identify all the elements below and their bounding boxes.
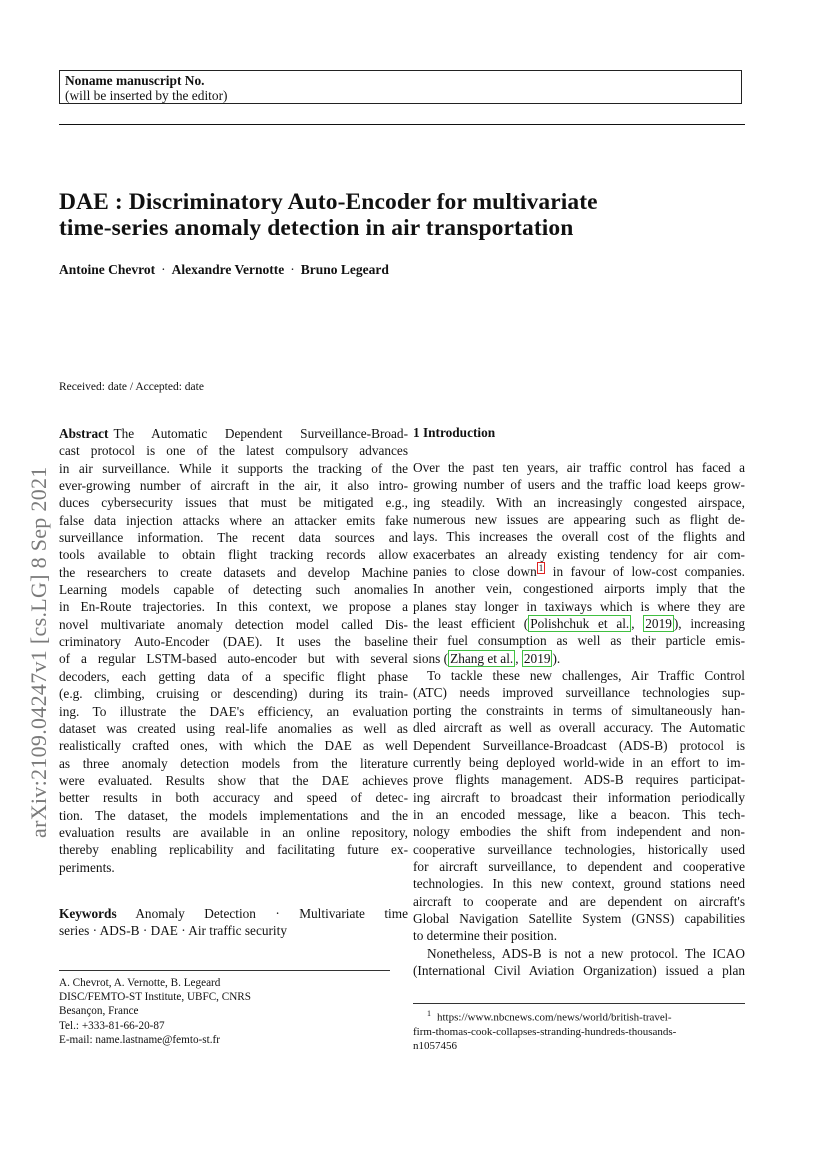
abstract-line: of a regular LSTM-based auto-encoder but with several — [59, 651, 408, 667]
intro-line — [413, 650, 745, 667]
intro-line: aircraft to cooperate and are dependent on aircraft's — [413, 893, 745, 909]
editor-note: (will be inserted by the editor) — [65, 88, 228, 103]
footnote-url-line-2[interactable]: firm-thomas-cook-collapses-stranding-hundreds-thousands- — [413, 1026, 677, 1039]
abstract-line: ing. To illustrate the DAE's efficiency, an evaluation — [59, 703, 408, 719]
received-date: Received: date / Accepted: date — [59, 381, 204, 393]
intro-line: In another vein, congestioned airports imply that the — [413, 581, 745, 597]
abstract-line: ever-growing number of aircraft in the air, it also intro- — [59, 478, 408, 494]
keywords-line-2: series · ADS-B · DAE · Air traffic security — [59, 923, 287, 939]
intro-line: dled aircraft as well as overall accuracy. The Automatic — [413, 720, 745, 736]
abstract-label: Abstract — [59, 426, 109, 441]
abstract-line: duces cybersecurity issues that must be mitigated e.g., — [59, 495, 408, 511]
arxiv-identifier: arXiv:2109.04247v1 [cs.LG] 8 Sep 2021 — [26, 466, 51, 838]
intro-line: currently being deployed world-wide in an effort to im- — [413, 754, 745, 770]
abstract-line: false data injection attacks where an attacker emits fake — [59, 512, 408, 528]
intro-text: the least efficient ( — [413, 616, 529, 632]
title-line-2: time-series anomaly detection in air transportation — [59, 215, 574, 241]
header-rule — [59, 124, 745, 125]
citation-year-link[interactable]: 2019 — [523, 650, 551, 666]
abstract-line: cast protocol is one of the latest compulsory advances — [59, 443, 408, 459]
intro-text: , — [631, 616, 644, 632]
citation-link-polishchuk[interactable]: Polishchuk et al. — [530, 616, 630, 632]
abstract — [59, 425, 408, 876]
intro-line: porting the constraints in terms of simultaneously han- — [413, 702, 745, 718]
abstract-line: evaluation results are available in an online repository, — [59, 824, 408, 840]
intro-line — [413, 615, 745, 632]
affiliation-phone: Tel.: +333-81-66-20-87 — [59, 1019, 165, 1032]
footnote-url-line-1[interactable]: https://www.nbcnews.com/news/world/british-travel- — [437, 1011, 672, 1024]
footnote-url-line-3[interactable]: n1057456 — [413, 1040, 457, 1053]
affiliation-names: A. Chevrot, A. Vernotte, B. Legeard — [59, 977, 221, 989]
title-line-1: DAE : Discriminatory Auto-Encoder for multivariate — [59, 189, 598, 215]
author-1: Antoine Chevrot — [59, 262, 156, 277]
intro-line: (ATC) needs improved surveillance technologies sup- — [413, 685, 745, 701]
intro-line: in an encoded message, like a beacon. This tech- — [413, 806, 745, 822]
author-separator: · — [161, 262, 166, 277]
author-separator: · — [290, 262, 295, 277]
intro-text: sions ( — [413, 650, 449, 666]
abstract-line: tools available to obtain flight tracking records allow — [59, 547, 408, 563]
abstract-line: in air surveillance. While it supports the tracking of the — [59, 460, 408, 476]
intro-text: , — [515, 650, 522, 666]
abstract-line: thereby enabling replicability and facilitating future ex- — [59, 842, 408, 858]
author-list — [59, 262, 389, 278]
abstract-line: were evaluated. Results show that the DAE achieves — [59, 772, 408, 788]
keywords — [59, 905, 408, 940]
intro-line: their fuel consumption as well as their particle emis- — [413, 633, 745, 649]
intro-line: Over the past ten years, air traffic control has faced a — [413, 460, 745, 475]
introduction-body — [413, 459, 745, 979]
intro-line: technologies. In this new context, ground stations need — [413, 876, 745, 892]
keywords-label: Keywords — [59, 906, 117, 921]
intro-text: panies to close down — [413, 564, 537, 580]
footnote — [413, 1007, 745, 1054]
intro-line: ing steadily. With an increasingly congested airspace, — [413, 494, 745, 510]
intro-line: nology embodies the shift from independent and non- — [413, 824, 745, 840]
intro-line: Dependent Surveillance-Broadcast (ADS-B) protocol is — [413, 737, 745, 753]
intro-line: growing number of users and the traffic load keeps grow- — [413, 477, 745, 493]
keywords-line-1: Anomaly Detection · Multivariate time — [135, 906, 408, 921]
intro-line: Nonetheless, ADS-B is not a new protocol. The ICAO — [427, 945, 745, 961]
abstract-line: periments. — [59, 859, 115, 875]
footnote-rule — [413, 1003, 745, 1004]
editor-header-box — [59, 70, 742, 104]
intro-text: in favour of low-cost companies. — [545, 564, 745, 580]
abstract-line: surveillance information. The recent data sources and — [59, 530, 408, 546]
abstract-line: criminatory Auto-Encoder (DAE). It uses the baseline — [59, 634, 408, 650]
intro-text: ), increasing — [673, 616, 745, 632]
abstract-line: as three anomaly detection models from the literature — [59, 755, 408, 771]
intro-line: planes stay longer in taxiways which is where they are — [413, 598, 745, 614]
intro-line: (International Civil Aviation Organization) issued a plan — [413, 962, 745, 978]
intro-line: ing aircraft to broadcast their information periodically — [413, 789, 745, 805]
abstract-line: dataset was created using real-life anomalies as well as — [59, 720, 408, 736]
intro-line — [413, 563, 745, 580]
affiliation-block — [59, 976, 251, 1047]
abstract-line: the researchers to create datasets and develop Machine — [59, 564, 408, 580]
author-2: Alexandre Vernotte — [171, 262, 285, 277]
abstract-line: in En-Route trajectories. In this context, we propose a — [59, 599, 408, 615]
citation-year-link[interactable]: 2019 — [645, 616, 672, 632]
affiliation-rule — [59, 970, 390, 971]
citation-link-zhang[interactable]: Zhang et al. — [450, 650, 514, 666]
affiliation-city: Besançon, France — [59, 1005, 139, 1018]
intro-line: cooperative surveillance technologies, historically used — [413, 841, 745, 857]
abstract-line: (e.g. climbing, cruising or descending) during its train- — [59, 686, 408, 702]
intro-line: To tackle these new challenges, Air Traffic Control — [427, 668, 745, 684]
abstract-line: novel multivariate anomaly detection model called Dis- — [59, 616, 408, 632]
intro-line: lays. This increases the overall cost of the flights and — [413, 529, 745, 545]
intro-line: to determine their position. — [413, 928, 558, 944]
abstract-line: decoders, each getting data of a specific flight phase — [59, 668, 408, 684]
abstract-line — [59, 425, 408, 442]
footnote-mark: 1 — [427, 1009, 431, 1018]
abstract-line: Learning models capable of detecting such anomalies — [59, 582, 408, 598]
paper-title — [59, 189, 759, 241]
intro-text: ). — [552, 650, 561, 666]
intro-paragraph-3 — [413, 945, 745, 980]
section-heading: 1 Introduction — [413, 425, 496, 440]
author-3: Bruno Legeard — [300, 262, 389, 277]
abstract-line: better results in both accuracy and speed of detec- — [59, 790, 408, 806]
footnote-reference-link[interactable]: 1 — [538, 562, 544, 573]
intro-line: prove flights management. ADS-B requires participat- — [413, 772, 745, 788]
abstract-line: tion. The dataset, the models implementations and the — [59, 807, 408, 823]
intro-line: for aircraft surveillance, to dependent and cooperative — [413, 858, 745, 874]
affiliation-institute: DISC/FEMTO-ST Institute, UBFC, CNRS — [59, 991, 251, 1004]
intro-line: Global Navigation Satellite System (GNSS) capabilities — [413, 910, 745, 926]
abstract-text: The Automatic Dependent Surveillance-Broad- — [113, 426, 408, 441]
intro-line: numerous new issues are appearing such as flight de- — [413, 512, 745, 528]
affiliation-email: E-mail: name.lastname@femto-st.fr — [59, 1033, 220, 1046]
manuscript-number: Noname manuscript No. — [65, 73, 205, 88]
intro-paragraph-2 — [413, 667, 745, 945]
abstract-line: realistically crafted ones, with which the DAE as well — [59, 738, 408, 754]
intro-line: exacerbates an already existing tendency for air com- — [413, 546, 745, 562]
